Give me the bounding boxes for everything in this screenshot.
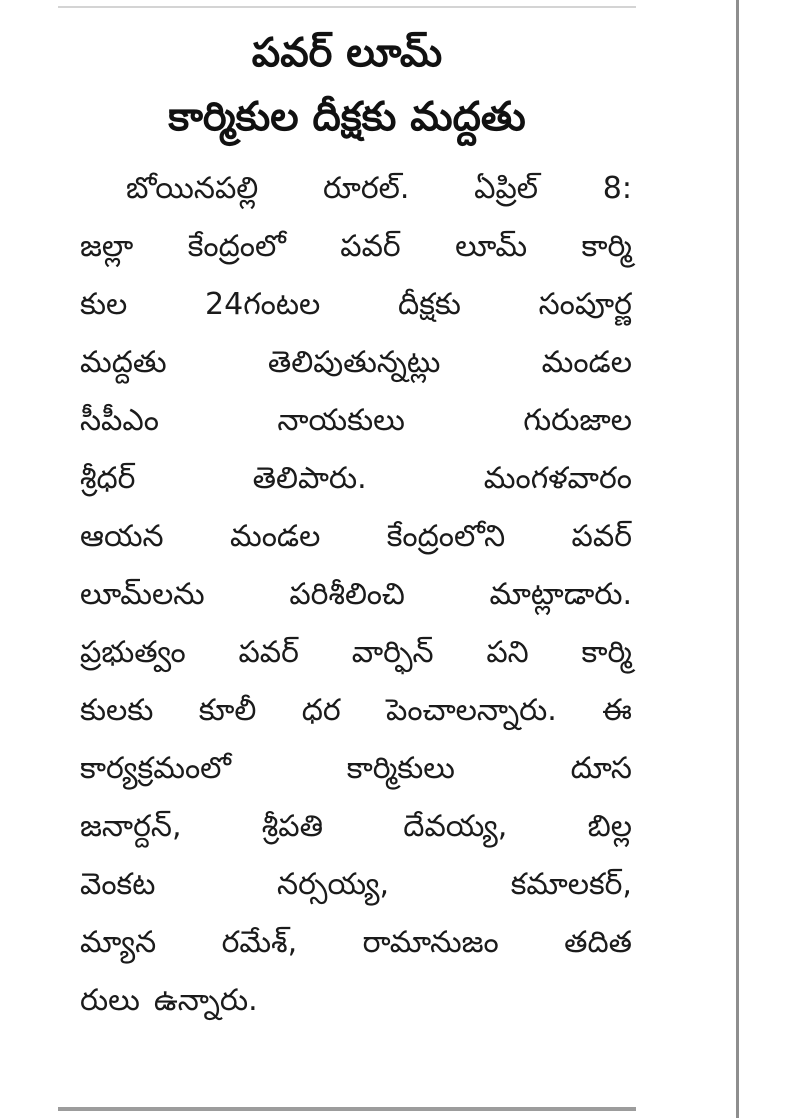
- article-word: కుల: [80, 287, 128, 322]
- article-word: కేంద్రంలో: [187, 229, 286, 264]
- top-rule: [58, 6, 636, 8]
- article-word: బోయినపల్లి: [126, 171, 259, 206]
- article-word: మండల: [541, 345, 632, 380]
- article-word: పని: [486, 635, 529, 670]
- article-word: శ్రీపతి: [261, 809, 324, 844]
- article-word: కార్మి: [581, 229, 632, 264]
- article-word: ప్రభుత్వం: [80, 635, 186, 670]
- article-word: కార్యక్రమంలో: [80, 751, 232, 786]
- article-word: దేవయ్య,: [403, 809, 508, 844]
- article-word: పెంచాలన్నారు.: [386, 693, 557, 728]
- article-word: కార్మికులు: [346, 751, 455, 786]
- article-word: లూమ్‌: [455, 229, 528, 264]
- article-word: రామానుజం: [362, 925, 499, 960]
- article-line: [80, 682, 632, 740]
- article-word: ధర: [301, 693, 341, 728]
- article-word: రమేశ్‌,: [221, 925, 298, 960]
- headline-line-1: పవర్‌ లూమ్‌: [251, 30, 443, 76]
- article-word: కూలీ: [198, 693, 257, 728]
- article-word: పరిశీలించి: [289, 577, 405, 612]
- article-line: [80, 856, 632, 914]
- article-word: ఏప్రిల్‌: [474, 171, 539, 206]
- article-word: మాట్లాడారు.: [489, 577, 632, 612]
- bottom-rule: [58, 1107, 636, 1111]
- article-word: సీపీఎం: [80, 403, 159, 438]
- article-word: మంగళవారం: [483, 461, 632, 496]
- article-word: వార్ఫిన్‌: [351, 635, 434, 670]
- article-line: [80, 334, 632, 392]
- article-word: లూమ్‌లను: [80, 577, 205, 612]
- article-word: కమాలకర్‌,: [510, 867, 632, 902]
- article-line: [80, 798, 632, 856]
- article-body: [80, 160, 632, 1030]
- article-line: [80, 392, 632, 450]
- article-word: దీక్షకు: [398, 287, 461, 322]
- article-line: [80, 508, 632, 566]
- article-word: పవర్‌: [571, 519, 632, 554]
- article-word: తదిత: [564, 925, 632, 960]
- article-word: తెలిపారు.: [252, 461, 367, 496]
- article-word: మద్దతు: [80, 345, 167, 380]
- article-word: రులు: [80, 983, 140, 1018]
- article-word: దూస: [570, 751, 632, 786]
- article-line: [80, 450, 632, 508]
- newspaper-clipping: [58, 0, 636, 1118]
- article-line: [80, 160, 632, 218]
- article-word: ఈ: [602, 693, 632, 728]
- article-word: సంపూర్ణ: [538, 287, 632, 322]
- article-word: తెలిపుతున్నట్లు: [267, 345, 441, 380]
- article-line: [80, 218, 632, 276]
- article-word: పవర్‌: [340, 229, 401, 264]
- article-word: గురుజాల: [523, 403, 632, 438]
- article-word: కార్మి: [581, 635, 632, 670]
- article-word: జల్లా: [80, 229, 134, 264]
- article-word: నర్సయ్య,: [277, 867, 390, 902]
- article-word: వెంకట: [80, 867, 156, 902]
- article-word: ఆయన: [80, 519, 164, 554]
- article-line: [80, 914, 632, 972]
- article-word: మ్యాన: [80, 925, 157, 960]
- article-word: ఉన్నారు.: [153, 983, 258, 1018]
- article-line: [80, 566, 632, 624]
- article-line: [80, 972, 632, 1030]
- article-word: రూరల్‌.: [322, 171, 410, 206]
- article-word: జనార్దన్‌,: [80, 809, 182, 844]
- article-line: [80, 624, 632, 682]
- article-line: [80, 740, 632, 798]
- article-word: కేంద్రంలోని: [386, 519, 506, 554]
- article-word: శ్రీధర్‌: [80, 461, 136, 496]
- headline-line-2: కార్మికుల దీక్షకు మద్దతు: [168, 94, 526, 140]
- article-word: కులకు: [80, 693, 154, 728]
- article-word: 8:: [602, 171, 632, 206]
- article-word: నాయకులు: [277, 403, 405, 438]
- article-line: [80, 276, 632, 334]
- article-word: మండల: [229, 519, 321, 554]
- column-divider: [736, 0, 739, 1118]
- article-word: 24గంటల: [205, 287, 321, 322]
- article-word: పవర్‌: [238, 635, 299, 670]
- article-word: బిల్ల: [587, 809, 632, 844]
